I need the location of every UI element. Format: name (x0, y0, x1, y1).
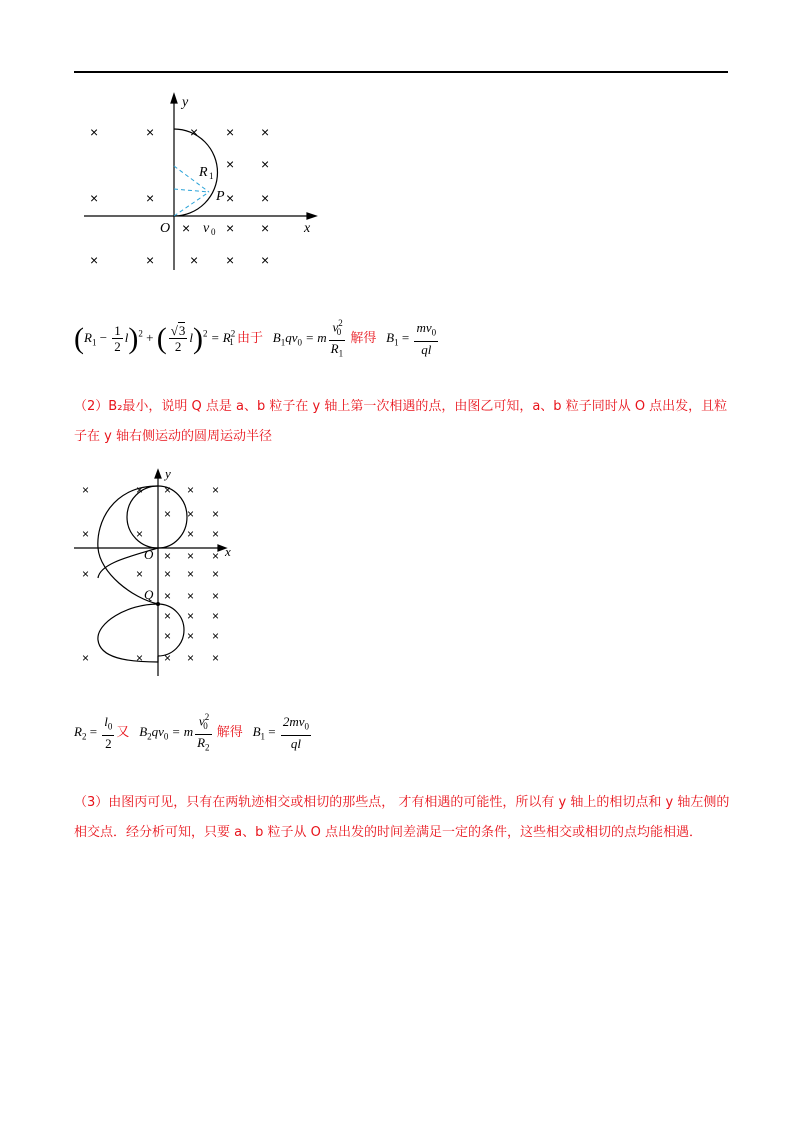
svg-text:×: × (212, 567, 220, 581)
svg-text:×: × (164, 651, 172, 665)
svg-text:×: × (212, 651, 220, 665)
svg-text:×: × (164, 567, 172, 581)
svg-text:×: × (146, 252, 155, 268)
svg-text:×: × (190, 252, 199, 268)
svg-text:×: × (226, 190, 235, 206)
svg-text:×: × (187, 527, 195, 541)
point-q-label: Q (144, 587, 154, 602)
svg-text:×: × (226, 124, 235, 140)
svg-text:×: × (187, 507, 195, 521)
svg-text:×: × (90, 190, 99, 206)
svg-text:×: × (226, 156, 235, 172)
figure-2-trajectory-diagram (72, 468, 242, 682)
y-axis-arrow (155, 470, 161, 478)
svg-text:×: × (212, 483, 220, 497)
svg-text:×: × (82, 483, 90, 497)
svg-text:×: × (164, 549, 172, 563)
figure-1-magnetic-field-diagram (78, 90, 328, 280)
svg-text:×: × (187, 629, 195, 643)
svg-text:×: × (136, 483, 144, 497)
svg-text:×: × (212, 589, 220, 603)
svg-text:×: × (187, 589, 195, 603)
svg-text:×: × (226, 220, 235, 236)
svg-text:×: × (182, 220, 191, 236)
x-axis-label: x (304, 221, 311, 236)
svg-text:×: × (164, 507, 172, 521)
svg-text:×: × (187, 651, 195, 665)
svg-text:×: × (164, 589, 172, 603)
svg-text:×: × (164, 609, 172, 623)
origin-label: O (160, 221, 171, 236)
svg-text:×: × (82, 567, 90, 581)
svg-text:×: × (261, 190, 270, 206)
y-axis-label: y (165, 468, 171, 481)
equation-2: $R_2$ = $\frac{l_0}{2}$ 又 $B_2qv_0 = m$ $\frac{v^2_0}{R_2}$ 解得 $B_1$ = $\frac{2mv_0}{ql}$ (74, 712, 310, 753)
svg-text:×: × (212, 527, 220, 541)
paragraph-part-2: （2）B₂最小，说明 Q 点是 a、b 粒子在 y 轴上第一次相遇的点，由图乙可知，a、b 粒子同时从 O 点出发，且粒子在 y 轴右侧运动的圆周运动半径 (74, 399, 728, 444)
y-axis-label: y (182, 95, 189, 110)
svg-text:×: × (164, 629, 172, 643)
x-axis-arrow (307, 213, 316, 219)
header-rule (74, 71, 728, 73)
svg-text:×: × (187, 483, 195, 497)
svg-text:×: × (90, 124, 99, 140)
svg-text:×: × (261, 220, 270, 236)
svg-text:×: × (146, 190, 155, 206)
svg-text:×: × (261, 252, 270, 268)
velocity-label: v (203, 221, 210, 236)
svg-text:×: × (226, 252, 235, 268)
point-q-dot (156, 602, 160, 606)
lower-left-curve (98, 604, 158, 662)
svg-text:×: × (136, 527, 144, 541)
svg-text:×: × (187, 609, 195, 623)
svg-text:×: × (136, 567, 144, 581)
text-since: 由于 (237, 330, 264, 346)
svg-text:×: × (212, 629, 220, 643)
svg-text:×: × (187, 567, 195, 581)
x-axis-label: x (225, 544, 231, 559)
upper-right-loop (158, 486, 187, 548)
svg-text:×: × (146, 124, 155, 140)
svg-text:×: × (212, 609, 220, 623)
equation-1: ($R_1$ − $\frac{1}{2}$ l)$^2$ + ( $\frac{√3}{2}$ $l)^2 = R^2_1$ 由于 $B_1qv_0 = m$ $\frac{v^2_0}{R_1}$ 解得 $B_1$ = $\frac{mv_0}{ql}$ (74, 318, 437, 359)
svg-text:×: × (82, 651, 90, 665)
paragraph-part-3: （3）由图丙可见，只有在两轨迹相交或相切的那些点， 才有相遇的可能性，所以有 y 轴上的相切点和 y 轴左侧的相交点．经分析可知，只要 a、b 粒子从 O 点出发的时间差满足一定的条件，这些相交或相切的点均能相遇． (74, 795, 730, 840)
svg-text:×: × (190, 124, 199, 140)
velocity-subscript: 0 (211, 227, 216, 237)
svg-text:×: × (82, 527, 90, 541)
svg-text:×: × (212, 549, 220, 563)
svg-text:×: × (261, 124, 270, 140)
radius-label: R (199, 165, 208, 180)
text-solve: 解得 (350, 330, 377, 346)
svg-text:×: × (164, 483, 172, 497)
field-crosses (82, 483, 219, 665)
svg-text:×: × (261, 156, 270, 172)
text-also: 又 (116, 724, 130, 740)
radius-subscript: 1 (209, 171, 214, 181)
svg-text:×: × (187, 549, 195, 563)
svg-text:×: × (136, 651, 144, 665)
origin-label: O (144, 547, 154, 562)
svg-text:×: × (90, 252, 99, 268)
text-solve: 解得 (216, 724, 243, 740)
point-p-label: P (216, 189, 225, 204)
svg-text:×: × (212, 507, 220, 521)
y-axis-arrow (171, 94, 177, 103)
field-crosses (90, 124, 269, 268)
